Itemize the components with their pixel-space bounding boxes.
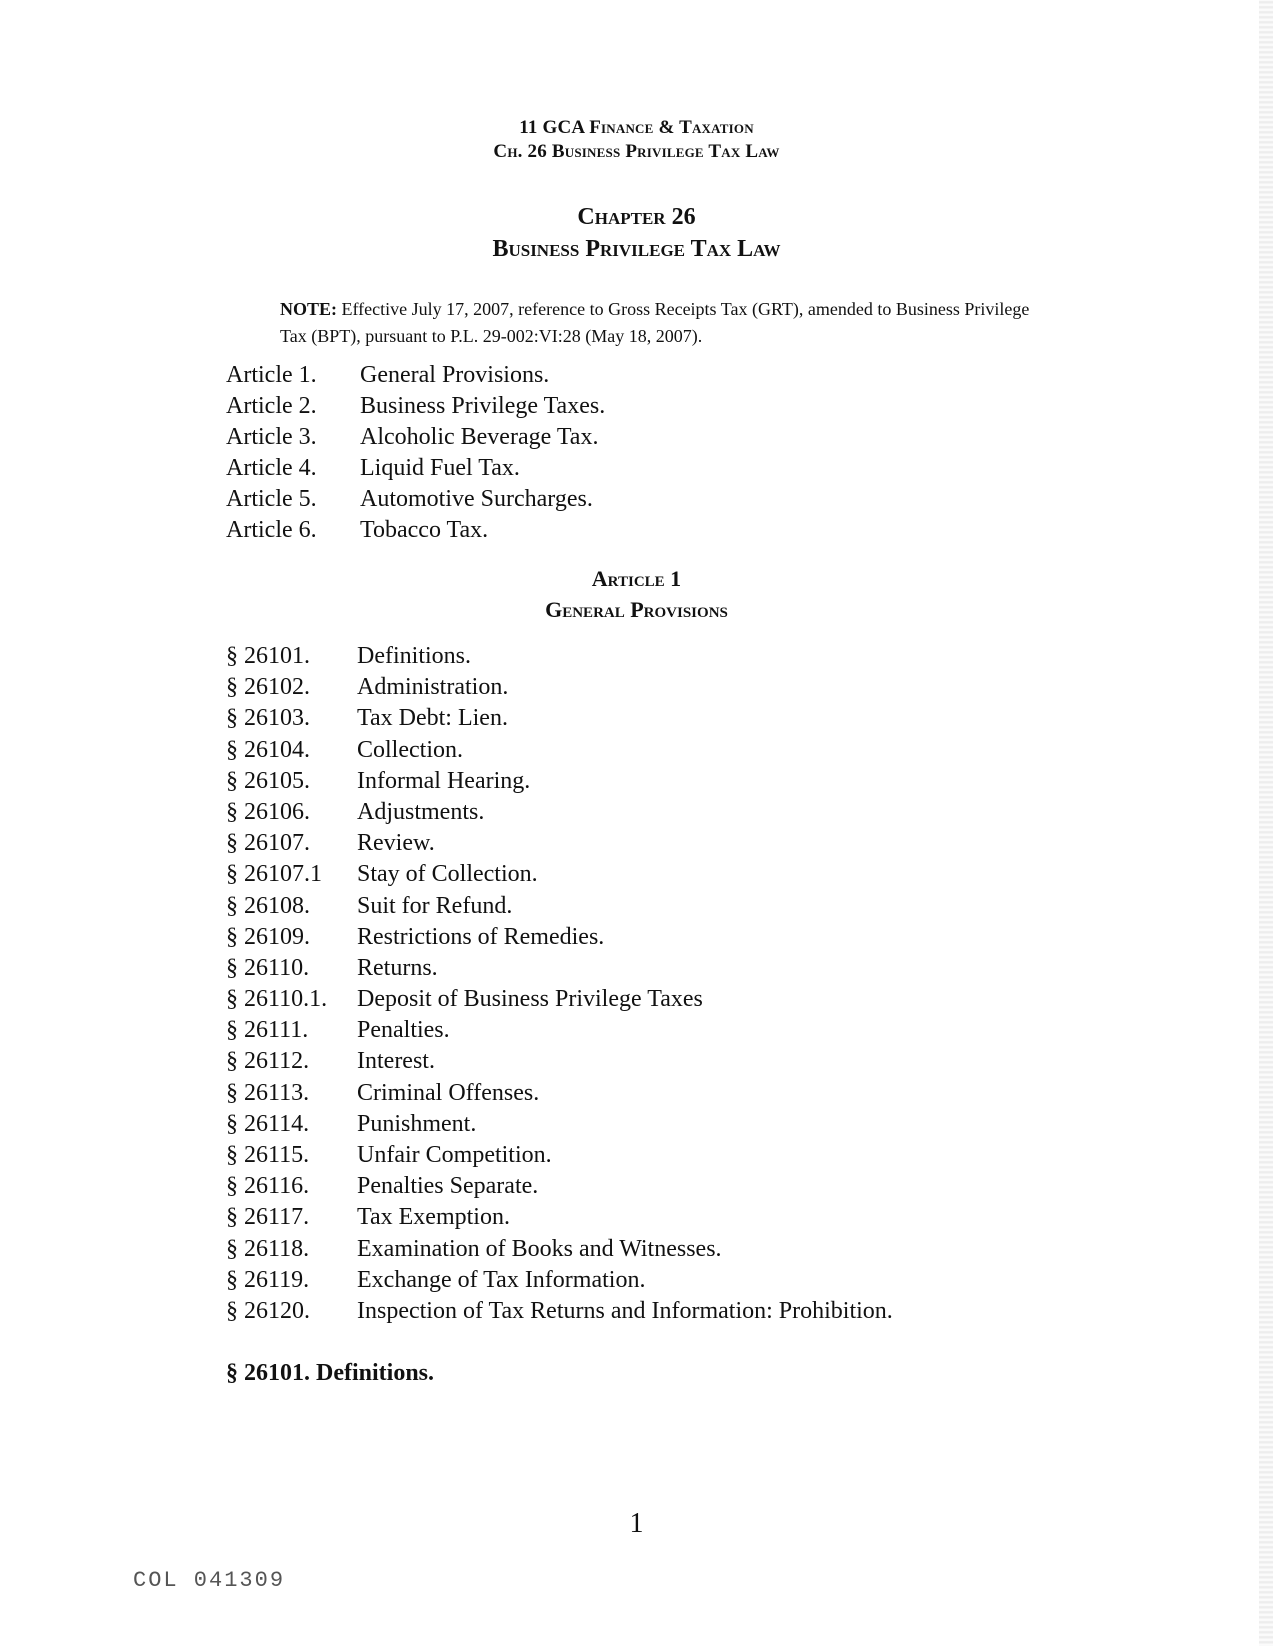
section-row xyxy=(226,641,893,672)
article-row xyxy=(226,360,605,391)
section-row xyxy=(226,828,893,859)
section-title: Stay of Collection. xyxy=(357,861,538,888)
article-title: Tobacco Tax. xyxy=(360,517,489,543)
note xyxy=(280,296,1060,350)
section-title: Deposit of Business Privilege Taxes xyxy=(357,986,703,1013)
section-heading: § 26101. Definitions. xyxy=(226,1360,435,1386)
section-number: § 26101. xyxy=(226,643,310,669)
section-number: § 26110.1. xyxy=(226,986,328,1013)
page-number: 1 xyxy=(629,1508,644,1539)
article-label: Article 3. xyxy=(226,424,317,450)
section-row xyxy=(226,1234,893,1265)
section-title: Penalties. xyxy=(357,1017,450,1044)
section-title: Informal Hearing. xyxy=(357,767,531,794)
section-title: Criminal Offenses. xyxy=(357,1079,540,1106)
section-number: § 26107.1 xyxy=(226,861,322,888)
article-title: Alcoholic Beverage Tax. xyxy=(360,424,599,450)
section-number: § 26117. xyxy=(226,1204,310,1231)
running-header-title: 11 GCA Finance & Taxation xyxy=(519,117,754,138)
section-row xyxy=(226,1015,893,1046)
section-title: Punishment. xyxy=(357,1110,477,1137)
section-row xyxy=(226,735,893,766)
article-label: Article 2. xyxy=(226,393,317,419)
article-list xyxy=(226,360,605,546)
section-row xyxy=(226,1140,893,1171)
article-row xyxy=(226,422,605,453)
section-row xyxy=(226,672,893,703)
note-text: Effective July 17, 2007, reference to Gross Receipts Tax (GRT), amended to Business Privilege Tax (BPT), pursuant to P.L. 29-002:VI:28 (May 18, 2007). xyxy=(280,299,1030,346)
section-number: § 26105. xyxy=(226,767,310,794)
section-number: § 26119. xyxy=(226,1266,310,1293)
section-row xyxy=(226,922,893,953)
section-row xyxy=(226,953,893,984)
section-number: § 26110. xyxy=(226,954,310,981)
section-number: § 26106. xyxy=(226,798,310,825)
section-number: § 26118. xyxy=(226,1235,310,1262)
article-title: Liquid Fuel Tax. xyxy=(360,455,520,481)
section-number: § 26108. xyxy=(226,892,310,919)
section-row xyxy=(226,797,893,828)
section-number: § 26116. xyxy=(226,1173,310,1200)
section-row xyxy=(226,859,893,890)
section-row xyxy=(226,1046,893,1077)
section-title: Suit for Refund. xyxy=(357,892,513,919)
running-header-chapter: Ch. 26 Business Privilege Tax Law xyxy=(493,141,780,162)
section-number: § 26113. xyxy=(226,1079,310,1106)
section-row xyxy=(226,891,893,922)
article-title: General Provisions. xyxy=(360,362,550,388)
article-title: Business Privilege Taxes. xyxy=(360,393,606,419)
article-row xyxy=(226,453,605,484)
chapter-title: Business Privilege Tax Law xyxy=(492,236,781,262)
section-row xyxy=(226,1296,893,1327)
section-number: § 26107. xyxy=(226,830,310,857)
section-title: Unfair Competition. xyxy=(357,1142,552,1168)
section-title: Adjustments. xyxy=(357,798,485,825)
section-title: Collection. xyxy=(357,736,463,763)
section-title: Tax Debt: Lien. xyxy=(357,705,508,732)
note-label: NOTE: xyxy=(280,299,338,319)
section-title: Penalties Separate. xyxy=(357,1173,539,1200)
section-row xyxy=(226,1202,893,1233)
section-row xyxy=(226,1265,893,1296)
section-row xyxy=(226,1078,893,1109)
article-label: Article 4. xyxy=(226,455,317,481)
section-row xyxy=(226,703,893,734)
article-heading-number: Article 1 xyxy=(591,566,682,591)
section-number: § 26120. xyxy=(226,1297,310,1324)
article-label: Article 5. xyxy=(226,486,317,512)
chapter-number: Chapter 26 xyxy=(577,204,696,230)
section-title: Inspection of Tax Returns and Information: Prohibition. xyxy=(357,1297,893,1324)
section-number: § 26115. xyxy=(226,1142,310,1168)
article-label: Article 6. xyxy=(226,517,317,543)
article-row xyxy=(226,391,605,422)
section-row xyxy=(226,1109,893,1140)
section-row xyxy=(226,984,893,1015)
section-number: § 26114. xyxy=(226,1110,310,1137)
section-number: § 26111. xyxy=(226,1017,309,1044)
section-title: Examination of Books and Witnesses. xyxy=(357,1235,722,1262)
section-number: § 26102. xyxy=(226,674,310,701)
section-title: Restrictions of Remedies. xyxy=(357,923,605,950)
article-label: Article 1. xyxy=(226,362,317,388)
section-title: Administration. xyxy=(357,674,509,701)
section-number: § 26104. xyxy=(226,736,310,763)
section-number: § 26103. xyxy=(226,705,310,732)
section-row xyxy=(226,766,893,797)
section-title: Definitions. xyxy=(357,643,471,669)
article-row xyxy=(226,515,605,546)
section-title: Tax Exemption. xyxy=(357,1204,510,1231)
section-row xyxy=(226,1171,893,1202)
section-number: § 26109. xyxy=(226,923,310,950)
bates-number: COL 041309 xyxy=(133,1568,286,1593)
section-list xyxy=(226,641,893,1327)
section-title: Interest. xyxy=(357,1048,435,1075)
section-title: Review. xyxy=(357,830,435,857)
article-heading-title: General Provisions xyxy=(545,597,728,622)
section-title: Returns. xyxy=(357,954,438,981)
article-row xyxy=(226,484,605,515)
article-title: Automotive Surcharges. xyxy=(360,486,593,512)
section-number: § 26112. xyxy=(226,1048,310,1075)
section-title: Exchange of Tax Information. xyxy=(357,1266,646,1293)
